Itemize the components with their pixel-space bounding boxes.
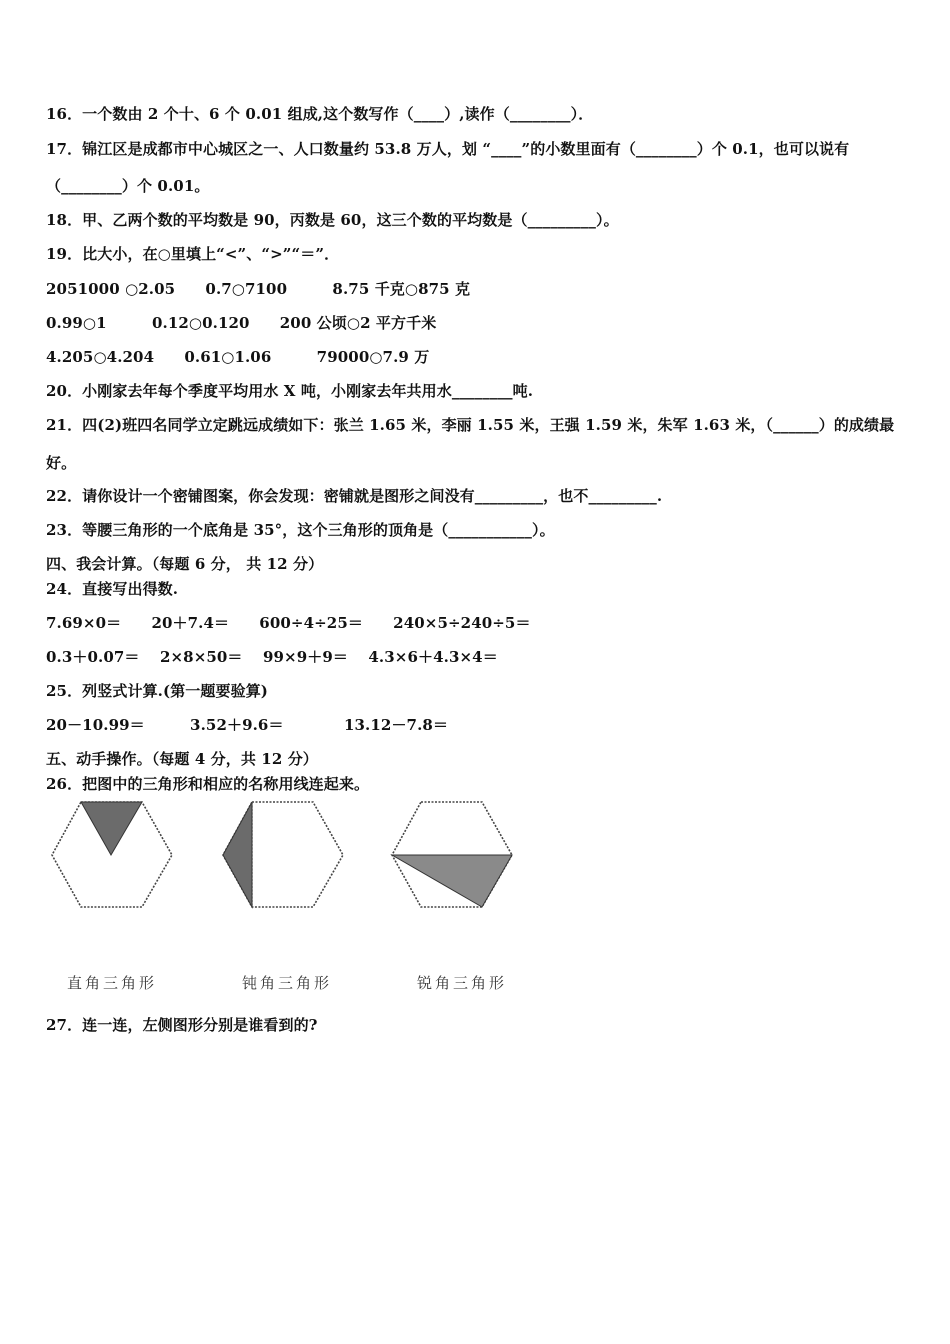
question-25: 25．列竖式计算.(第一题要验算) [46,682,268,700]
question-25-row: 20－10.99＝ 3.52＋9.6＝ 13.12－7.8＝ [46,716,449,734]
question-26: 26．把图中的三角形和相应的名称用线连起来。 [46,775,370,793]
hexagon-acute-triangle-figure [388,798,516,912]
shaded-triangle [392,855,512,907]
question-21-cont: 好。 [46,454,77,472]
question-24-row-1: 7.69×0＝ 20＋7.4＝ 600÷4÷25＝ 240×5÷240÷5＝ [46,614,531,632]
shaded-triangle [223,802,252,907]
hexagon-right-triangle-figure [48,798,176,912]
question-21: 21．四(2)班四名同学立定跳远成绩如下：张兰 1.65 米，李丽 1.55 米，王强 1.59 米，朱军 1.63 米，（______）的成绩最 [46,416,895,434]
question-19-row-2: 0.99○1 0.12○0.120 200 公顷○2 平方千米 [46,314,437,332]
question-19-row-1: 2051000 ○2.05 0.7○7100 8.75 千克○875 克 [46,280,471,298]
question-20: 20．小刚家去年每个季度平均用水 X 吨，小刚家去年共用水________吨. [46,382,534,400]
label-right-triangle: 直角三角形 [67,974,158,992]
question-19: 19．比大小，在○里填上“<”、“>”“＝”． [46,245,340,263]
question-17-cont: （________）个 0.01。 [46,177,210,195]
hexagon-obtuse-triangle-figure [219,798,347,912]
section-5-heading: 五、动手操作。（每题 4 分，共 12 分） [46,750,318,768]
question-18: 18．甲、乙两个数的平均数是 90，丙数是 60，这三个数的平均数是（_________）。 [46,211,619,229]
question-27: 27．连一连，左侧图形分别是谁看到的? [46,1016,318,1034]
question-23: 23．等腰三角形的一个底角是 35°，这个三角形的顶角是（___________）。 [46,521,555,539]
question-19-row-3: 4.205○4.204 0.61○1.06 79000○7.9 万 [46,348,430,366]
label-obtuse-triangle: 钝角三角形 [242,974,333,992]
label-acute-triangle: 锐角三角形 [417,974,508,992]
question-16: 16．一个数由 2 个十、6 个 0.01 组成,这个数写作（____）,读作（________）． [46,105,594,123]
question-24-row-2: 0.3＋0.07＝ 2×8×50＝ 99×9＋9＝ 4.3×6＋4.3×4＝ [46,648,498,666]
question-17: 17．锦江区是成都市中心城区之一、人口数量约 53.8 万人，划 “____”的小数里面有（________）个 0.1，也可以说有 [46,140,850,158]
question-24: 24．直接写出得数. [46,580,179,598]
section-4-heading: 四、我会计算。（每题 6 分， 共 12 分） [46,555,324,573]
shaded-triangle [81,802,142,855]
question-22: 22．请你设计一个密铺图案，你会发现：密铺就是图形之间没有_________，也不_________. [46,487,663,505]
